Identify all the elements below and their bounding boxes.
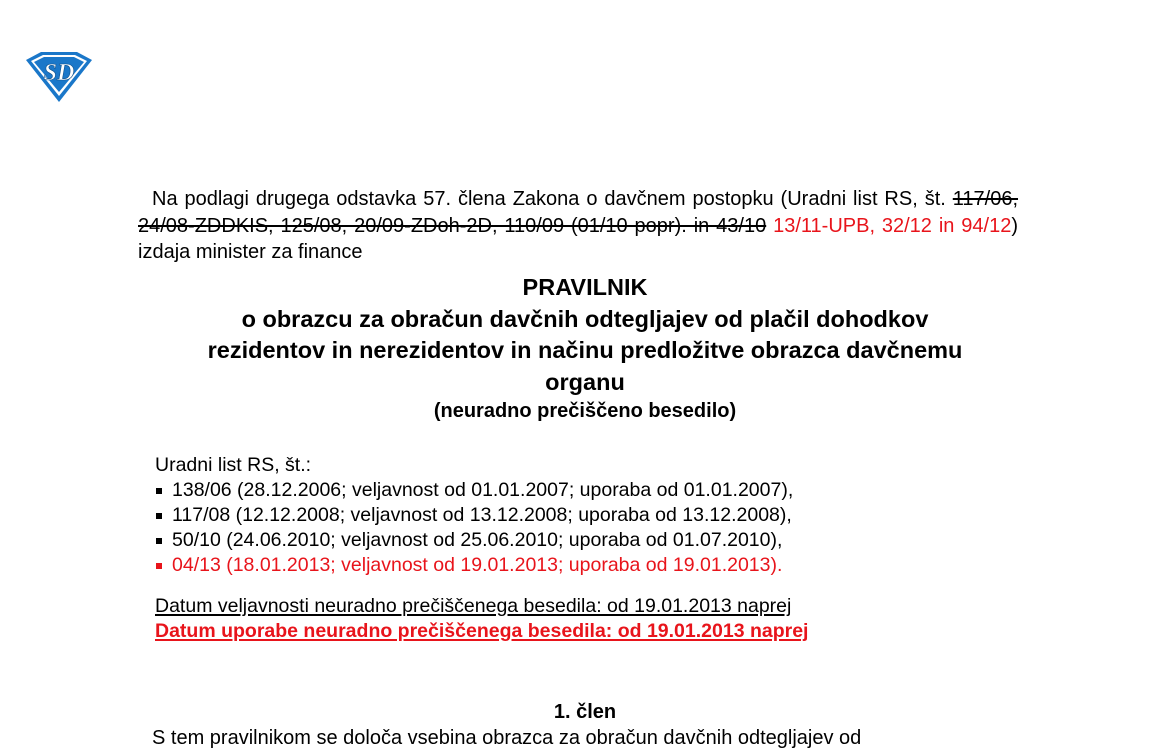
validity-notes <box>155 594 808 644</box>
gazette-references <box>155 453 793 578</box>
gazette-list <box>155 478 793 578</box>
title-main: PRAVILNIK <box>522 274 648 300</box>
gazette-item-latest: 04/13 (18.01.2013; veljavnost od 19.01.2013; uporaba od 19.01.2013). <box>155 553 793 578</box>
use-date: Datum uporabe neuradno prečiščenega besedila: od 19.01.2013 naprej <box>155 620 809 642</box>
article-heading: 1. člen <box>553 701 617 723</box>
intro-tail: ) izdaja minister za finance <box>138 214 1018 263</box>
logo-lettering: SD <box>43 60 75 86</box>
gazette-item: 138/06 (28.12.2006; veljavnost od 01.01.2007; uporaba od 01.01.2007), <box>155 478 793 503</box>
validity-date: Datum veljavnosti neuradno prečiščenega besedila: od 19.01.2013 naprej <box>155 595 792 617</box>
title-line-2: rezidentov in nerezidentov in načinu predložitve obrazca davčnemu <box>207 337 963 363</box>
intro-paragraph <box>138 186 1018 266</box>
intro-lead: Na podlagi drugega odstavka 57. člena Zakona o davčnem postopku (Uradni list RS, št. <box>152 188 946 210</box>
subtitle: (neuradno prečiščeno besedilo) <box>433 400 737 422</box>
regulation-title <box>138 272 1032 398</box>
amended-references: 13/11-UPB, 32/12 in 94/12 <box>773 214 1012 237</box>
title-line-1: o obrazcu za obračun davčnih odtegljajev od plačil dohodkov <box>241 305 929 332</box>
repealed-references: 117/06, 24/08-ZDDKIS, 125/08, 20/09-ZDoh-2D, 110/09 (01/10 popr). in 43/10 <box>138 188 1019 237</box>
gazette-item: 50/10 (24.06.2010; veljavnost od 25.06.2010; uporaba od 01.07.2010), <box>155 528 793 553</box>
article-text: S tem pravilnikom se določa vsebina obrazca za obračun davčnih odtegljajev od <box>152 727 862 749</box>
gazette-heading: Uradni list RS, št.: <box>155 454 312 476</box>
title-line-3: organu <box>545 368 625 395</box>
logo <box>22 50 96 104</box>
gazette-item: 117/08 (12.12.2008; veljavnost od 13.12.2008; uporaba od 13.12.2008), <box>155 503 793 528</box>
